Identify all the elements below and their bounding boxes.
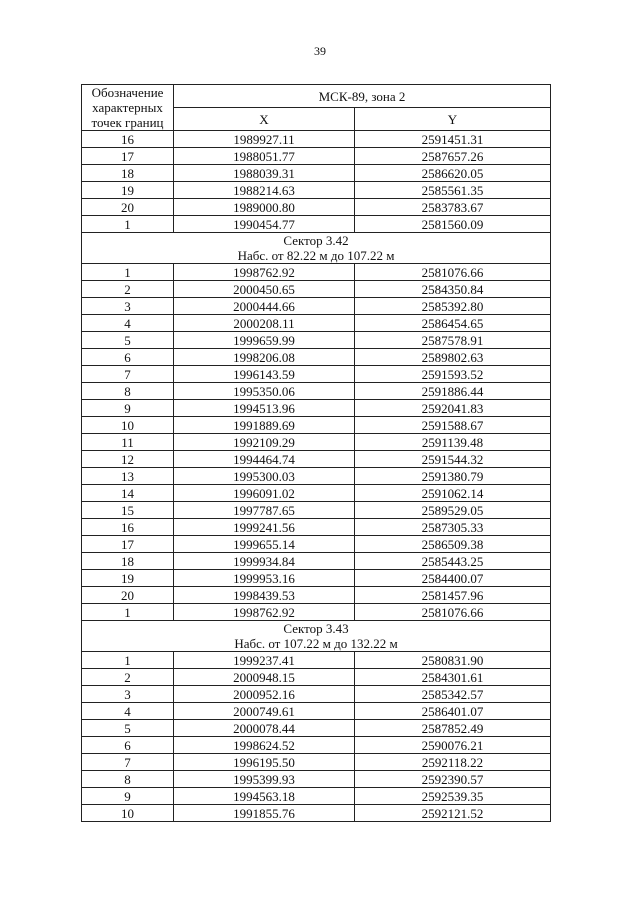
x-coordinate-cell: 1996091.02: [174, 485, 355, 502]
sector-title: Сектор 3.43: [283, 621, 349, 636]
point-number-cell: 5: [82, 720, 174, 737]
y-coordinate-cell: 2592121.52: [355, 805, 551, 822]
y-coordinate-cell: 2580831.90: [355, 652, 551, 669]
y-coordinate-cell: 2583783.67: [355, 199, 551, 216]
x-coordinate-cell: 1988214.63: [174, 182, 355, 199]
y-coordinate-cell: 2591588.67: [355, 417, 551, 434]
table-row: [82, 165, 551, 182]
sector-title: Сектор 3.42: [283, 233, 349, 248]
sector-header: [82, 621, 551, 652]
y-coordinate-cell: 2584400.07: [355, 570, 551, 587]
table-row: [82, 383, 551, 400]
y-coordinate-cell: 2590076.21: [355, 737, 551, 754]
point-number-cell: 20: [82, 587, 174, 604]
table-row: [82, 468, 551, 485]
table-row: [82, 451, 551, 468]
table-row: [82, 502, 551, 519]
point-number-cell: 17: [82, 536, 174, 553]
page-number: 39: [314, 44, 326, 58]
x-coordinate-cell: 1999934.84: [174, 553, 355, 570]
y-coordinate-cell: 2589802.63: [355, 349, 551, 366]
table-header: [82, 85, 551, 131]
table-row: [82, 264, 551, 281]
y-coordinate-cell: 2591380.79: [355, 468, 551, 485]
point-number-cell: 2: [82, 281, 174, 298]
point-number-cell: 10: [82, 805, 174, 822]
x-coordinate-cell: 1998762.92: [174, 264, 355, 281]
point-number-cell: 10: [82, 417, 174, 434]
x-coordinate-cell: 1991889.69: [174, 417, 355, 434]
sector-height-range: Набс. от 107.22 м до 132.22 м: [234, 636, 398, 651]
table-row: [82, 805, 551, 822]
table-row: [82, 417, 551, 434]
table-row: [82, 199, 551, 216]
point-number-cell: 3: [82, 686, 174, 703]
x-coordinate-cell: 1990454.77: [174, 216, 355, 233]
x-coordinate-cell: 1998206.08: [174, 349, 355, 366]
point-number-cell: 7: [82, 754, 174, 771]
x-coordinate-cell: 1995350.06: [174, 383, 355, 400]
point-number-cell: 4: [82, 703, 174, 720]
table-row: [82, 771, 551, 788]
y-coordinate-cell: 2586620.05: [355, 165, 551, 182]
y-coordinate-cell: 2592118.22: [355, 754, 551, 771]
x-coordinate-cell: 1996195.50: [174, 754, 355, 771]
y-coordinate-cell: 2581076.66: [355, 264, 551, 281]
table-row: [82, 519, 551, 536]
table-row: [82, 536, 551, 553]
x-coordinate-cell: 1989927.11: [174, 131, 355, 148]
table-row: [82, 315, 551, 332]
sector-header-row: [82, 233, 551, 264]
table-row: [82, 652, 551, 669]
x-coordinate-cell: 1999237.41: [174, 652, 355, 669]
x-coordinate-cell: 2000749.61: [174, 703, 355, 720]
y-coordinate-cell: 2591886.44: [355, 383, 551, 400]
table-row: [82, 148, 551, 165]
x-coordinate-cell: 1997787.65: [174, 502, 355, 519]
point-number-cell: 13: [82, 468, 174, 485]
point-number-cell: 16: [82, 131, 174, 148]
y-coordinate-cell: 2585392.80: [355, 298, 551, 315]
y-coordinate-cell: 2589529.05: [355, 502, 551, 519]
y-coordinate-cell: 2591451.31: [355, 131, 551, 148]
coordinate-system-header: МСК-89, зона 2: [174, 85, 551, 108]
table-row: [82, 553, 551, 570]
point-number-cell: 2: [82, 669, 174, 686]
table-row: [82, 332, 551, 349]
y-coordinate-cell: 2584301.61: [355, 669, 551, 686]
table-body: [82, 131, 551, 822]
coordinates-table: [81, 84, 551, 822]
x-coordinate-cell: 1998624.52: [174, 737, 355, 754]
point-number-cell: 6: [82, 349, 174, 366]
x-coordinate-cell: 2000948.15: [174, 669, 355, 686]
x-coordinate-cell: 2000450.65: [174, 281, 355, 298]
x-coordinate-cell: 1994464.74: [174, 451, 355, 468]
point-number-cell: 3: [82, 298, 174, 315]
sector-header: [82, 233, 551, 264]
table-row: [82, 686, 551, 703]
point-number-cell: 11: [82, 434, 174, 451]
x-coordinate-cell: 1999953.16: [174, 570, 355, 587]
y-coordinate-cell: 2585561.35: [355, 182, 551, 199]
y-coordinate-cell: 2581076.66: [355, 604, 551, 621]
point-number-cell: 19: [82, 182, 174, 199]
x-coordinate-cell: 1988051.77: [174, 148, 355, 165]
table-row: [82, 485, 551, 502]
table-row: [82, 587, 551, 604]
y-coordinate-cell: 2591544.32: [355, 451, 551, 468]
x-coordinate-cell: 1994513.96: [174, 400, 355, 417]
y-coordinate-cell: 2585342.57: [355, 686, 551, 703]
table-row: [82, 131, 551, 148]
x-coordinate-cell: 1989000.80: [174, 199, 355, 216]
y-coordinate-cell: 2592539.35: [355, 788, 551, 805]
point-number-cell: 4: [82, 315, 174, 332]
point-number-cell: 12: [82, 451, 174, 468]
point-number-cell: 15: [82, 502, 174, 519]
point-number-cell: 18: [82, 165, 174, 182]
table-row: [82, 754, 551, 771]
table-row: [82, 298, 551, 315]
y-coordinate-cell: 2592041.83: [355, 400, 551, 417]
y-coordinate-cell: 2581560.09: [355, 216, 551, 233]
table-row: [82, 366, 551, 383]
y-coordinate-cell: 2586509.38: [355, 536, 551, 553]
table-row: [82, 604, 551, 621]
x-coordinate-cell: 1999655.14: [174, 536, 355, 553]
x-coordinate-cell: 1991855.76: [174, 805, 355, 822]
y-coordinate-cell: 2586401.07: [355, 703, 551, 720]
table-row: [82, 349, 551, 366]
x-coordinate-cell: 1999659.99: [174, 332, 355, 349]
point-number-cell: 1: [82, 264, 174, 281]
point-number-cell: 20: [82, 199, 174, 216]
point-number-cell: 7: [82, 366, 174, 383]
x-coordinate-cell: 2000078.44: [174, 720, 355, 737]
y-coordinate-cell: 2586454.65: [355, 315, 551, 332]
y-column-header: Y: [355, 108, 551, 131]
point-number-cell: 9: [82, 400, 174, 417]
x-coordinate-cell: 1994563.18: [174, 788, 355, 805]
sector-header-row: [82, 621, 551, 652]
table-row: [82, 737, 551, 754]
x-coordinate-cell: 1988039.31: [174, 165, 355, 182]
table-row: [82, 720, 551, 737]
y-coordinate-cell: 2587657.26: [355, 148, 551, 165]
x-coordinate-cell: 2000952.16: [174, 686, 355, 703]
y-coordinate-cell: 2581457.96: [355, 587, 551, 604]
point-number-cell: 1: [82, 216, 174, 233]
x-coordinate-cell: 1995399.93: [174, 771, 355, 788]
table-row: [82, 281, 551, 298]
x-coordinate-cell: 2000444.66: [174, 298, 355, 315]
point-number-cell: 6: [82, 737, 174, 754]
table-row: [82, 669, 551, 686]
point-number-cell: 19: [82, 570, 174, 587]
y-coordinate-cell: 2585443.25: [355, 553, 551, 570]
point-number-cell: 5: [82, 332, 174, 349]
y-coordinate-cell: 2587578.91: [355, 332, 551, 349]
x-column-header: X: [174, 108, 355, 131]
x-coordinate-cell: 1998762.92: [174, 604, 355, 621]
point-designation-header: Обозначение характерных точек границ: [82, 85, 174, 131]
table-row: [82, 703, 551, 720]
x-coordinate-cell: 1998439.53: [174, 587, 355, 604]
table-row: [82, 182, 551, 199]
x-coordinate-cell: 1996143.59: [174, 366, 355, 383]
point-number-cell: 17: [82, 148, 174, 165]
x-coordinate-cell: 1999241.56: [174, 519, 355, 536]
point-number-cell: 9: [82, 788, 174, 805]
table-row: [82, 400, 551, 417]
y-coordinate-cell: 2591062.14: [355, 485, 551, 502]
y-coordinate-cell: 2587305.33: [355, 519, 551, 536]
point-number-cell: 8: [82, 383, 174, 400]
table-row: [82, 434, 551, 451]
y-coordinate-cell: 2587852.49: [355, 720, 551, 737]
y-coordinate-cell: 2591139.48: [355, 434, 551, 451]
table-row: [82, 570, 551, 587]
point-number-cell: 14: [82, 485, 174, 502]
point-number-cell: 8: [82, 771, 174, 788]
point-number-cell: 16: [82, 519, 174, 536]
x-coordinate-cell: 2000208.11: [174, 315, 355, 332]
y-coordinate-cell: 2584350.84: [355, 281, 551, 298]
table-row: [82, 788, 551, 805]
x-coordinate-cell: 1992109.29: [174, 434, 355, 451]
point-number-cell: 1: [82, 652, 174, 669]
table-row: [82, 216, 551, 233]
point-number-cell: 18: [82, 553, 174, 570]
point-number-cell: 1: [82, 604, 174, 621]
x-coordinate-cell: 1995300.03: [174, 468, 355, 485]
y-coordinate-cell: 2591593.52: [355, 366, 551, 383]
sector-height-range: Набс. от 82.22 м до 107.22 м: [237, 248, 395, 263]
y-coordinate-cell: 2592390.57: [355, 771, 551, 788]
